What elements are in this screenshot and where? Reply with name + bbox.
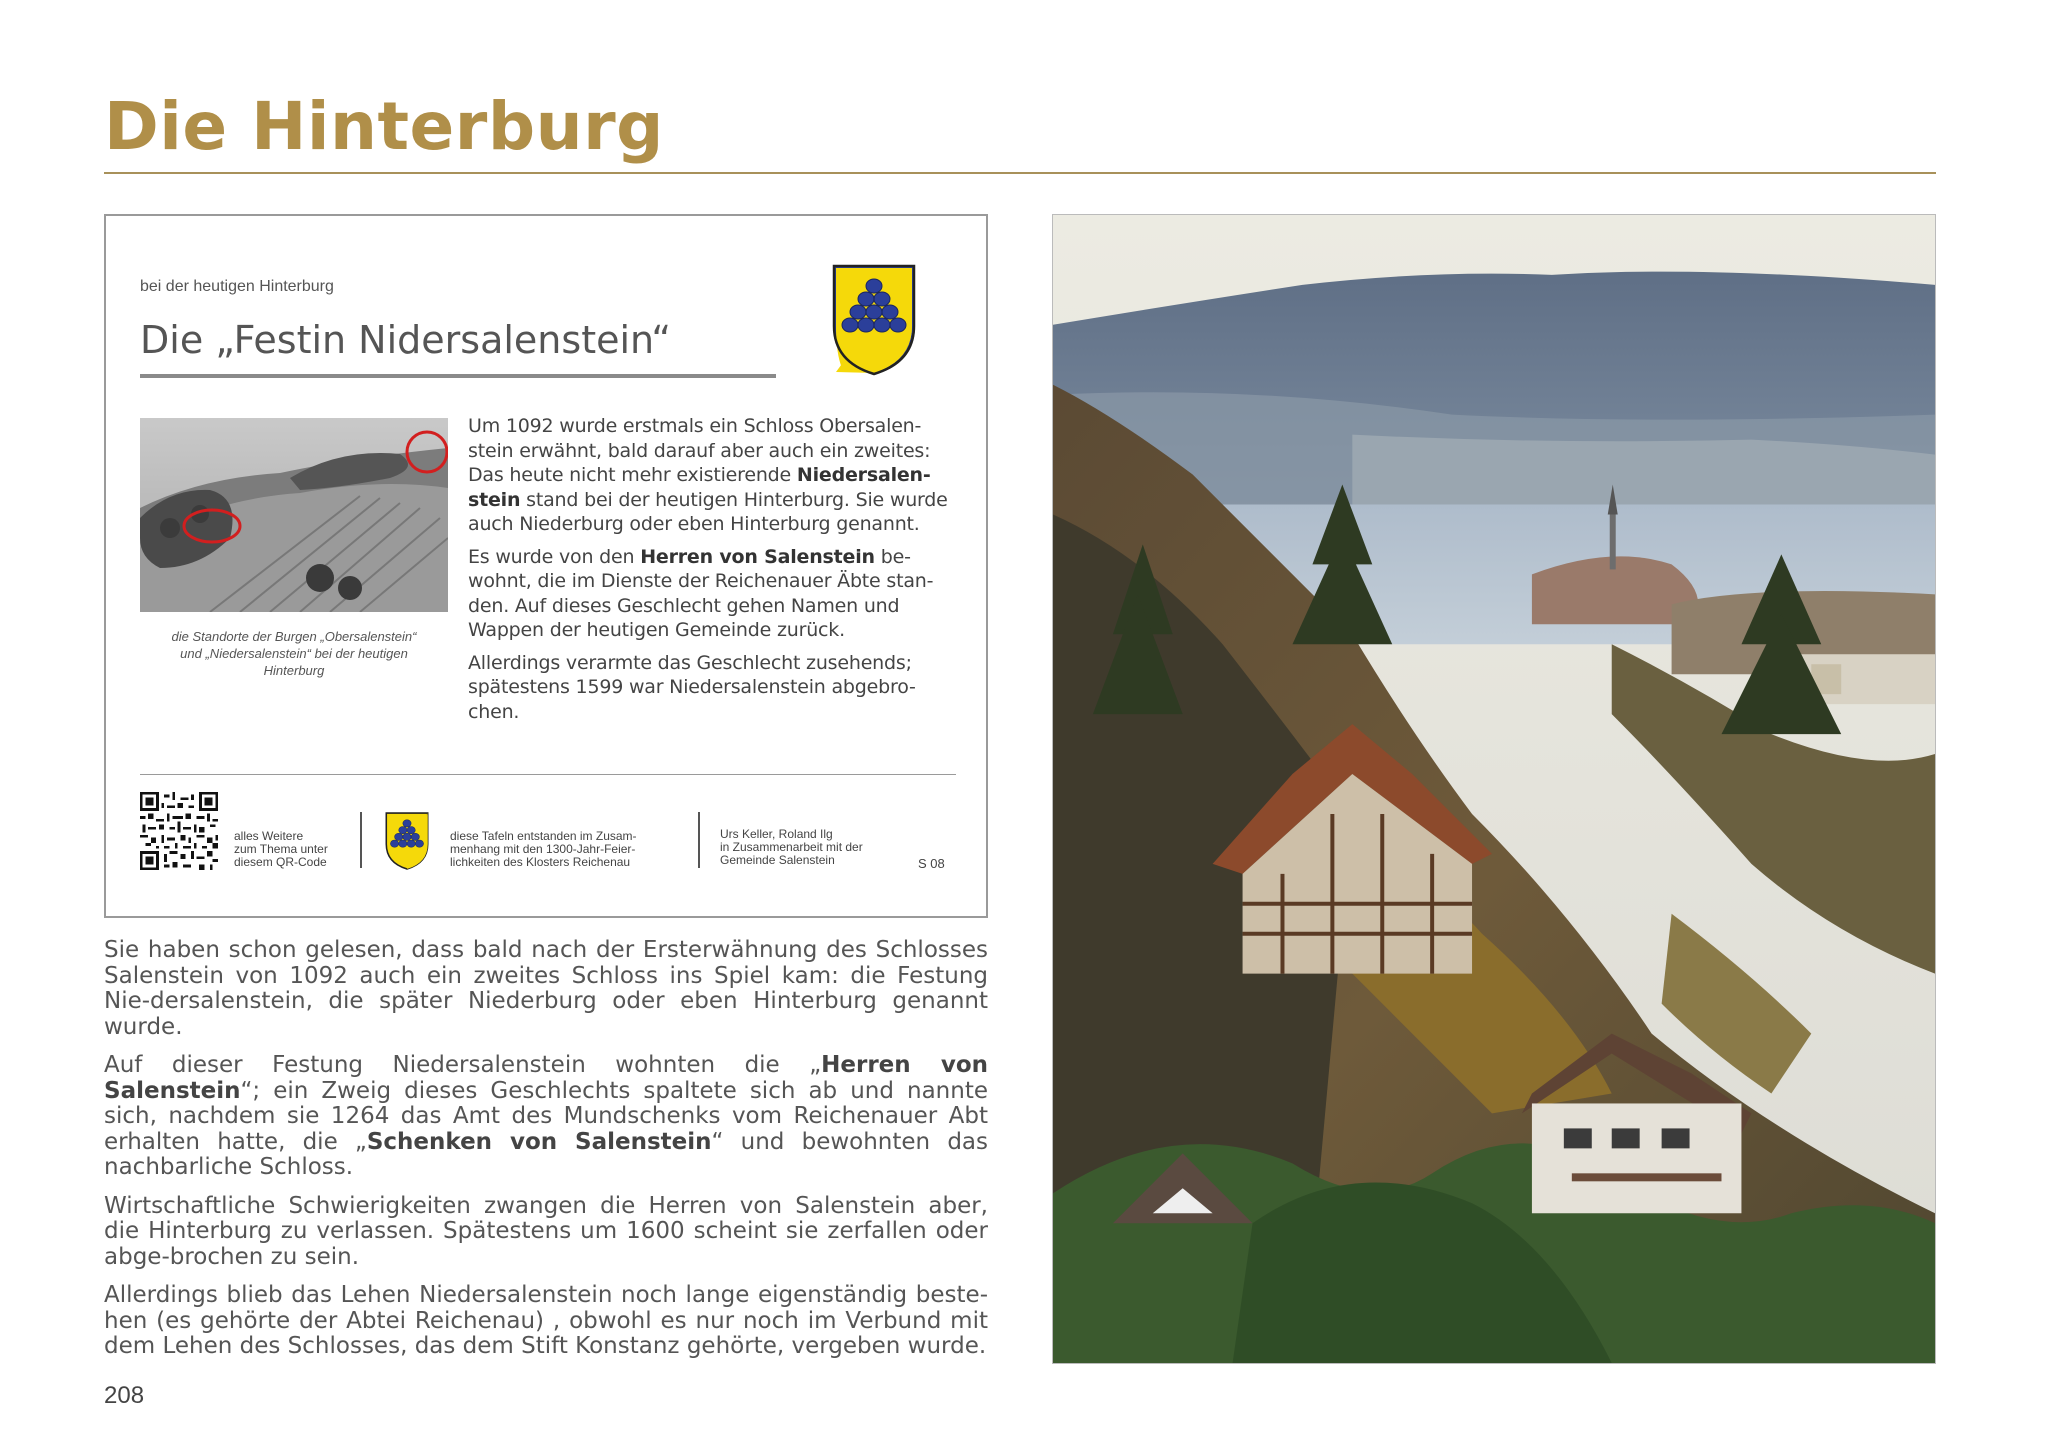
sign-footer-divider <box>140 774 956 775</box>
article-text <box>104 938 988 1373</box>
article-paragraph: Allerdings blieb das Lehen Niedersalenstein noch lange eigenständig beste-hen (es gehörte der Abtei Reichenau) , obwohl es nur noch im Verbund mit dem Lehen des Schlosses, das dem Stift Konstanz gehörte, vergeben wurde. <box>104 1282 988 1359</box>
footer-credit-text: diese Tafeln entstanden im Zusam- menhang mit den 1300-Jahr-Feier- lichkeiten des Klosters Reichenau <box>450 829 637 869</box>
qr-code <box>140 792 218 870</box>
landscape-photo <box>1052 214 1936 1364</box>
sign-paragraph: Um 1092 wurde erstmals ein Schloss Obersalen-stein erwähnt, bald darauf aber auch ein zweites: Das heute nicht mehr existierende Niedersalen-stein stand bei der heutigen Hinterburg. Sie wurde auch Niederburg oder eben Hinterburg genannt. <box>468 415 948 535</box>
sign-title-divider <box>140 374 776 378</box>
caption-line: und „Niedersalenstein“ bei der heutigen <box>180 646 408 661</box>
historic-photo-caption <box>140 628 448 679</box>
info-sign <box>104 214 988 918</box>
article-paragraph: Sie haben schon gelesen, dass bald nach der Ersterwähnung des Schlosses Salenstein von 1092 auch ein zweites Schloss ins Spiel kam: die Festung Nie-dersalenstein, die später Niederburg oder eben Hinterburg genannt wurde. <box>104 937 988 1040</box>
caption-line: die Standorte der Burgen „Obersalenstein“ <box>171 629 417 644</box>
footer-authors-text: Urs Keller, Roland Ilg in Zusammenarbeit mit der Gemeinde Salenstein <box>720 827 863 867</box>
page-number: 208 <box>104 1382 145 1409</box>
title-divider <box>104 172 1936 174</box>
sign-kicker: bei der heutigen Hinterburg <box>140 278 334 295</box>
article-paragraph: Wirtschaftliche Schwierigkeiten zwangen die Herren von Salenstein aber, die Hinterburg zu verlassen. Spätestens um 1600 scheint sie zerfallen oder abge-brochen zu sein. <box>104 1192 988 1270</box>
footer-divider <box>360 812 362 868</box>
caption-line: Hinterburg <box>263 663 325 678</box>
footer-divider <box>698 812 700 868</box>
small-crest-icon <box>384 812 430 870</box>
sign-paragraph: Allerdings verarmte das Geschlecht zusehends; spätestens 1599 war Niedersalenstein abgebro-chen. <box>468 651 916 723</box>
historic-photo <box>140 418 448 612</box>
sign-title: Die „Festin Nidersalenstein“ <box>140 318 672 362</box>
sign-code: S 08 <box>918 856 945 871</box>
sign-paragraph: Es wurde von den Herren von Salenstein be-wohnt, die im Dienste der Reichenauer Äbte stan-den. Auf dieses Geschlecht gehen Namen und Wappen der heutigen Gemeinde zurück. <box>468 545 934 641</box>
page-title: Die Hinterburg <box>104 88 664 165</box>
sign-body-text <box>468 414 958 732</box>
qr-hint-text: alles Weitere zum Thema unter diesem QR-Code <box>234 829 328 869</box>
article-paragraph: Auf dieser Festung Niedersalenstein wohnten die „Herren von Salenstein“; ein Zweig dieses Geschlechts spaltete sich ab und nannte sich, nachdem sie 1264 das Amt des Mundschenks vom Reichenauer Abt erhalten hatte, die „Schenken von Salenstein“ und bewohnten das nachbarliche Schloss. <box>104 1052 989 1180</box>
salenstein-crest-icon <box>832 264 916 376</box>
